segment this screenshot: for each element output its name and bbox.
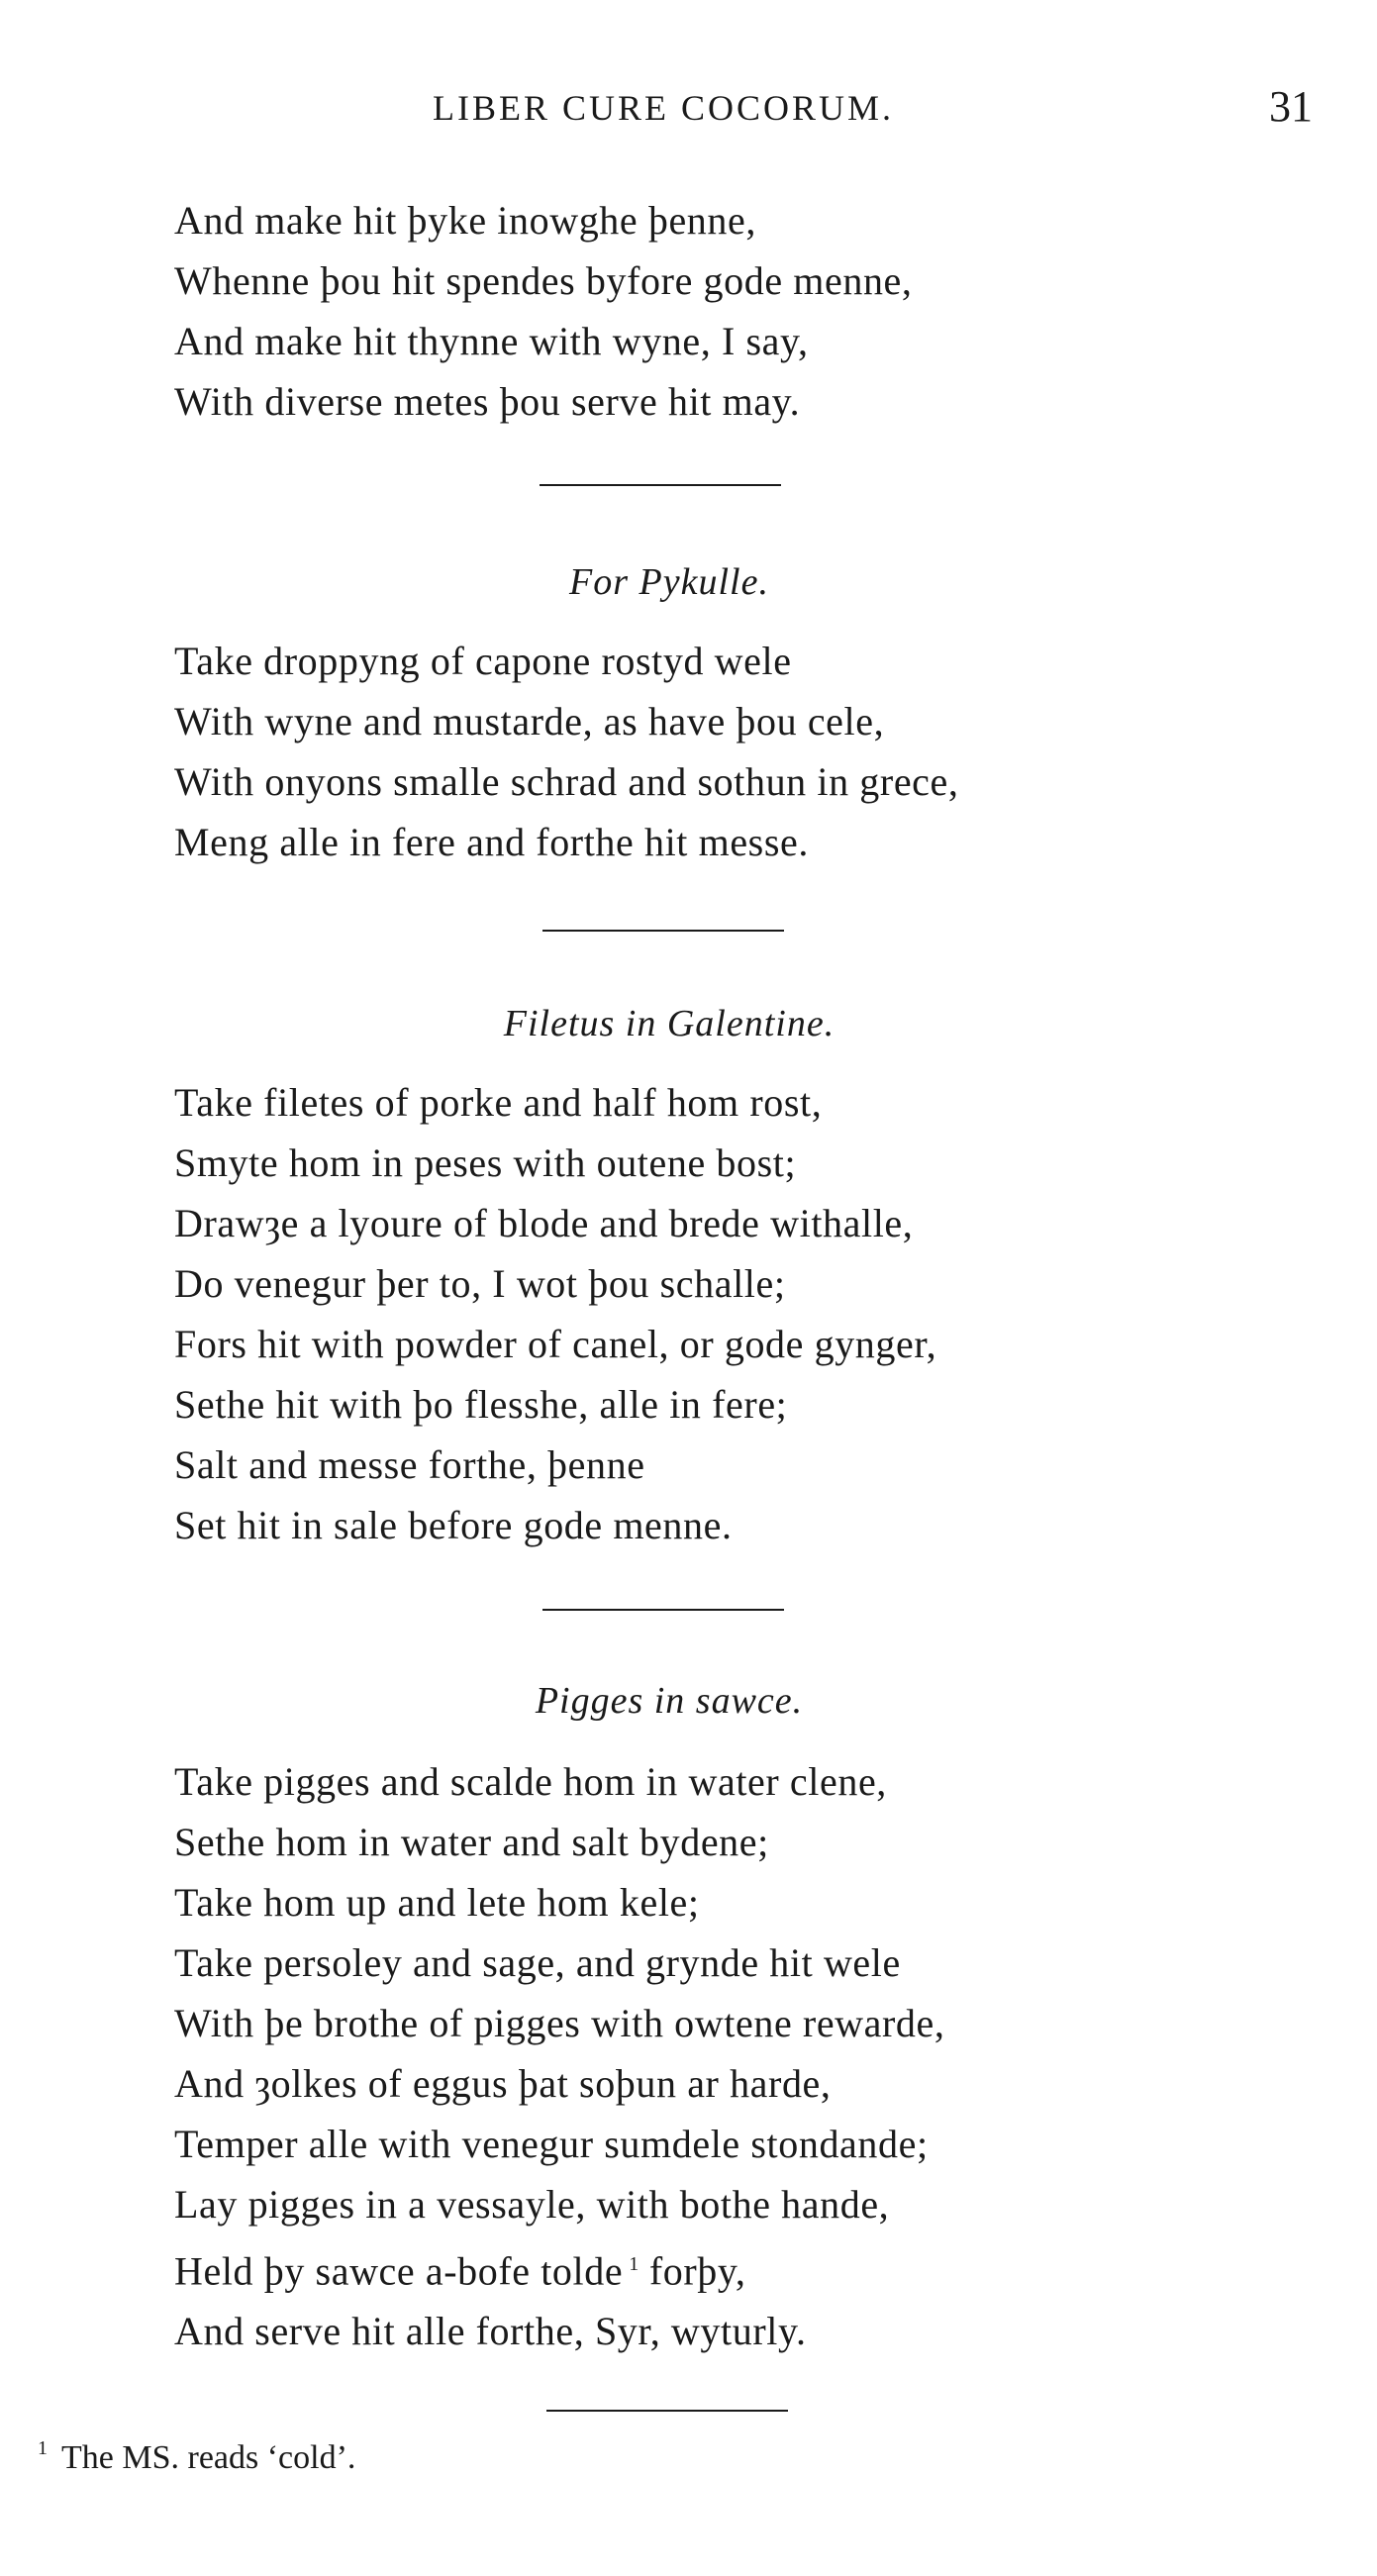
verse-line: Take pigges and scalde hom in water clene,: [174, 1759, 887, 1804]
verse-line: Salt and messe forthe, þenne: [174, 1442, 645, 1487]
verse-line: Take hom up and lete hom kele;: [174, 1880, 700, 1925]
verse-line: Take persoley and sage, and grynde hit wele: [174, 1940, 901, 1985]
verse-line: With þe brothe of pigges with owtene rewarde,: [174, 2001, 945, 2045]
verse-line: Temper alle with venegur sumdele stondande;: [174, 2122, 929, 2166]
stanza-filetus: [174, 1072, 1263, 1555]
verse-line-head: Held þy sawce a-bofe tolde: [174, 2248, 624, 2294]
verse-line: Smyte hom in peses with outene bost;: [174, 1140, 797, 1185]
verse-line: Take droppyng of capone rostyd wele: [174, 639, 792, 683]
footnote: [38, 2437, 355, 2477]
verse-line: Sethe hom in water and salt bydene;: [174, 1820, 769, 1864]
section-divider: [542, 1609, 784, 1611]
verse-line: Set hit in sale before gode menne.: [174, 1503, 733, 1547]
verse-line: And serve hit alle forthe, Syr, wyturly.: [174, 2309, 807, 2354]
verse-line: Take filetes of porke and half hom rost,: [174, 1080, 823, 1125]
footnote-marker: 1: [38, 2437, 48, 2459]
verse-line: Fors hit with powder of canel, or gode gynger,: [174, 1322, 937, 1366]
verse-line: With wyne and mustarde, as have þou cele,: [174, 699, 885, 743]
verse-line: And make hit þyke inowghe þenne,: [174, 198, 756, 243]
stanza-pigges: [174, 1751, 1263, 2361]
section-divider: [542, 930, 784, 932]
section-title-pykulle: For Pykulle.: [569, 561, 769, 603]
verse-line-with-note: [174, 2234, 1263, 2301]
stanza-pykulle: [174, 631, 1263, 872]
verse-line: Meng alle in fere and forthe hit messe.: [174, 820, 809, 864]
intro-stanza: [174, 190, 1263, 432]
section-divider: [540, 484, 781, 486]
running-title: LIBER CURE COCORUM.: [432, 88, 895, 128]
verse-line: Drawȝe a lyoure of blode and brede withalle,: [174, 1201, 914, 1245]
verse-line: Sethe hit with þo flesshe, alle in fere;: [174, 1382, 788, 1427]
verse-line: Lay pigges in a vessayle, with bothe hande,: [174, 2182, 890, 2227]
verse-line: With diverse metes þou serve hit may.: [174, 379, 801, 424]
verse-line-tail: forþy,: [648, 2248, 746, 2294]
footnote-reference: 1: [629, 2253, 639, 2275]
verse-line: And make hit thynne with wyne, I say,: [174, 319, 809, 363]
verse-line: With onyons smalle schrad and sothun in grece,: [174, 759, 959, 804]
footnote-text: The MS. reads ‘cold’.: [61, 2439, 356, 2476]
section-title-pigges: Pigges in sawce.: [535, 1680, 804, 1722]
verse-line: And ȝolkes of eggus þat soþun ar harde,: [174, 2061, 832, 2106]
verse-line: Whenne þou hit spendes byfore gode menne,: [174, 258, 913, 303]
footnote-divider: [546, 2410, 788, 2412]
page-number: 31: [1269, 82, 1313, 131]
verse-line: Do venegur þer to, I wot þou schalle;: [174, 1261, 786, 1306]
section-title-filetus: Filetus in Galentine.: [503, 1003, 836, 1044]
